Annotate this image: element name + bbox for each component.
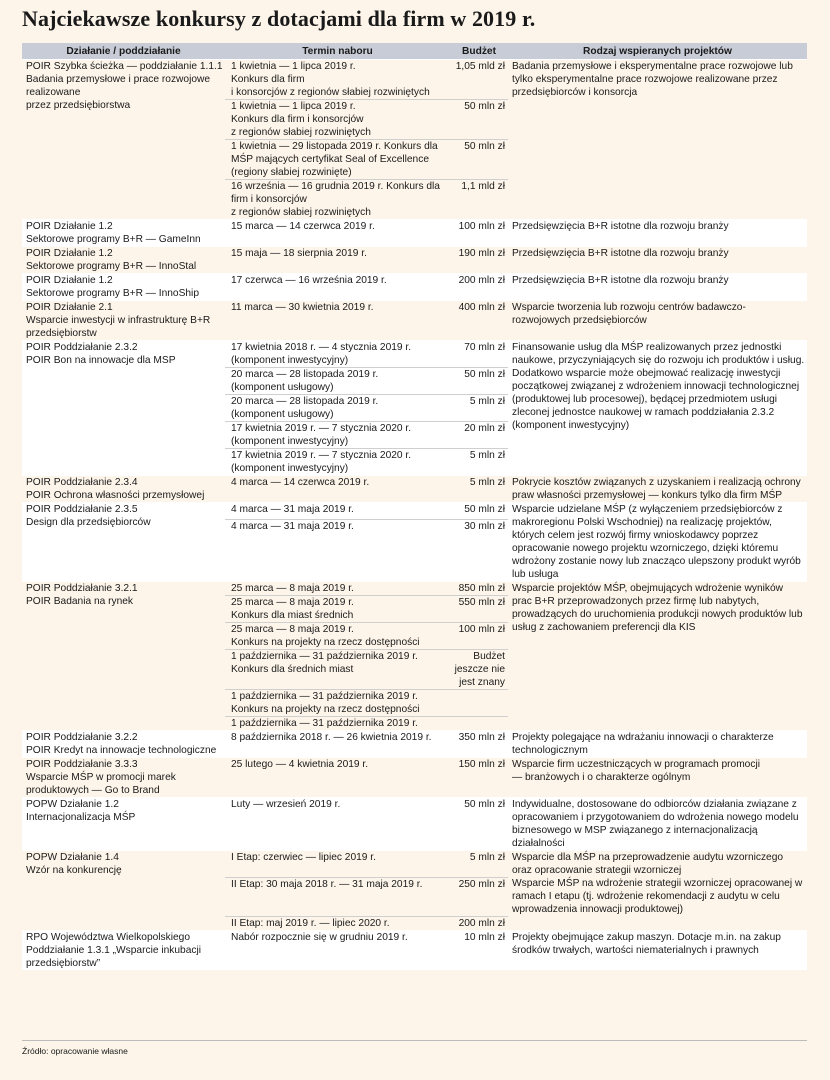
project-type-cell: Przedsięwzięcia B+R istotne dla rozwoju branży: [508, 247, 807, 274]
budget-cell: 350 mln zł: [450, 731, 508, 758]
term-cell: 25 lutego — 4 kwietnia 2019 r.: [225, 758, 450, 798]
project-type-cell: Wsparcie firm uczestniczących w programach promocji — branżowych i o charakterze ogólnym: [508, 758, 807, 798]
project-type-cell: Wsparcie MŚP na wdrożenie strategii wzorniczej opracowanej w ramach I etapu (tj. wdrożenie rekomendacji z audytu w celu wprowadzenia innowacji produktowej): [512, 878, 803, 915]
table-row: [22, 930, 807, 970]
program-name-cell: POIR Poddziałanie 2.3.4 POIR Ochrona własności przemysłowej: [22, 476, 225, 503]
table-row: [22, 758, 807, 798]
budget-cell: 150 mln zł: [450, 758, 508, 798]
table-body: [22, 60, 807, 970]
term-cell: 25 marca — 8 maja 2019 r.: [225, 582, 450, 596]
term-cell: 1 października — 31 października 2019 r. Konkurs dla średnich miast: [225, 650, 450, 690]
budget-cell: 5 mln zł: [450, 449, 508, 476]
program-name-cell: POIR Działanie 1.2 Sektorowe programy B+R — GameInn: [22, 220, 225, 247]
budget-cell: [450, 690, 508, 717]
table-row: [22, 341, 807, 368]
grants-table: [22, 43, 807, 970]
budget-cell: 100 mln zł: [450, 623, 508, 650]
program-name-cell: POPW Działanie 1.4 Wzór na konkurencję: [22, 851, 225, 931]
project-type-cell: Projekty obejmujące zakup maszyn. Dotacje m.in. na zakup środków trwałych, wartości niematerialnych i prawnych: [508, 930, 807, 970]
budget-cell: 1,1 mld zł: [450, 180, 508, 220]
table-row: [22, 274, 807, 301]
term-cell: 25 marca — 8 maja 2019 r. Konkurs dla miast średnich: [225, 596, 450, 623]
budget-cell: 200 mln zł: [450, 274, 508, 301]
program-name-cell: POIR Działanie 1.2 Sektorowe programy B+R — InnoStal: [22, 247, 225, 274]
term-cell: 17 kwietnia 2018 r. — 4 stycznia 2019 r. (komponent inwestycyjny): [225, 341, 450, 368]
program-name-cell: POIR Poddziałanie 3.3.3 Wsparcie MŚP w promocji marek produktowych — Go to Brand: [22, 758, 225, 798]
table-row: [22, 60, 807, 100]
budget-cell: 100 mln zł: [450, 220, 508, 247]
term-cell: Luty — wrzesień 2019 r.: [225, 798, 450, 851]
project-type-cell: Wsparcie projektów MŚP, obejmujących wdrożenie wyników prac B+R przeprowadzonych przez firmę lub nabytych, prowadzących do uruchomienia produkcji nowych produktów lub usług z zachowaniem preferencji dla KIS: [508, 582, 807, 731]
budget-cell: 5 mln zł: [450, 476, 508, 503]
budget-cell: 30 mln zł: [450, 519, 508, 582]
budget-cell: 50 mln zł: [450, 100, 508, 140]
table-row: [22, 503, 807, 520]
project-type-cell: Pokrycie kosztów związanych z uzyskaniem i realizacją ochrony praw własności przemysłowej — konkurs tylko dla firm MŚP: [508, 476, 807, 503]
term-cell: II Etap: maj 2019 r. — lipiec 2020 r.: [225, 916, 450, 930]
table-row: [22, 220, 807, 247]
column-header-project-type: Rodzaj wspieranych projektów: [508, 43, 807, 60]
term-cell: 20 marca — 28 listopada 2019 r. (komponent usługowy): [225, 395, 450, 422]
term-cell: 1 kwietnia — 29 listopada 2019 r. Konkurs dla MŚP mających certyfikat Seal of Excellence (regiony słabiej rozwinięte): [225, 140, 450, 180]
term-cell: 15 maja — 18 sierpnia 2019 r.: [225, 247, 450, 274]
program-name-cell: POIR Szybka ścieżka — poddziałanie 1.1.1 Badania przemysłowe i prace rozwojowe realizowane przez przedsiębiorstwa: [22, 60, 225, 220]
budget-cell: 200 mln zł: [450, 916, 508, 930]
project-type-cell: Indywidualne, dostosowane do odbiorców działania związane z opracowaniem i przygotowaniem do wdrożenia nowego modelu biznesowego w MSP związanego z internacjonalizacją działalności: [508, 798, 807, 851]
term-cell: 1 października — 31 października 2019 r. Konkurs na projekty na rzecz dostępności: [225, 690, 450, 717]
budget-cell: 10 mln zł: [450, 930, 508, 970]
footer-rule: [22, 1040, 807, 1041]
term-cell: 17 kwietnia 2019 r. — 7 stycznia 2020 r. (komponent inwestycyjny): [225, 449, 450, 476]
term-cell: 20 marca — 28 listopada 2019 r. (komponent usługowy): [225, 368, 450, 395]
table-row: [22, 731, 807, 758]
project-type-cell: Wsparcie dla MŚP na przeprowadzenie audytu wzorniczego oraz opracowanie strategii wzorniczej: [508, 851, 807, 878]
project-type-cell: [508, 916, 807, 930]
term-cell: 25 marca — 8 maja 2019 r. Konkurs na projekty na rzecz dostępności: [225, 623, 450, 650]
table-row: [22, 851, 807, 878]
program-name-cell: POIR Poddziałanie 2.3.2 POIR Bon na innowacje dla MSP: [22, 341, 225, 476]
budget-cell: 50 mln zł: [450, 368, 508, 395]
budget-cell: 50 mln zł: [450, 798, 508, 851]
budget-cell: 850 mln zł: [450, 582, 508, 596]
budget-cell: 70 mln zł: [450, 341, 508, 368]
program-name-cell: RPO Województwa Wielkopolskiego Poddziałanie 1.3.1 „Wsparcie inkubacji przedsiębiorstw”: [22, 930, 225, 970]
term-cell: 16 września — 16 grudnia 2019 r. Konkurs dla firm i konsorcjów z regionów słabiej rozwiniętych: [225, 180, 450, 220]
table-row: [22, 476, 807, 503]
table-row: [22, 247, 807, 274]
column-header-budget: Budżet: [450, 43, 508, 60]
project-type-cell: Finansowanie usług dla MŚP realizowanych przez jednostki naukowe, przyczyniających się do rozwoju ich produktów i usług. Dodatkowo wsparcie może obejmować realizację inwestycji początkowej związanej z wdrożeniem innowacji technologicznej (produktowej lub procesowej), będącej przedmiotem usługi zleconej jednostce naukowej w ramach poddziałania 2.3.2 (komponent inwestycyjny): [508, 341, 807, 476]
program-name-cell: POIR Działanie 2.1 Wsparcie inwestycji w infrastrukturę B+R przedsiębiorstw: [22, 301, 225, 341]
budget-cell: 5 mln zł: [450, 395, 508, 422]
budget-cell: 50 mln zł: [450, 140, 508, 180]
program-name-cell: POPW Działanie 1.2 Internacjonalizacja MŚP: [22, 798, 225, 851]
term-cell: 17 kwietnia 2019 r. — 7 stycznia 2020 r. (komponent inwestycyjny): [225, 422, 450, 449]
program-name-cell: POIR Poddziałanie 2.3.5 Design dla przedsiębiorców: [22, 503, 225, 582]
budget-cell: 1,05 mld zł: [450, 60, 508, 100]
budget-cell: 5 mln zł: [450, 851, 508, 878]
column-header-action: Działanie / poddziałanie: [22, 43, 225, 60]
term-cell: 17 czerwca — 16 września 2019 r.: [225, 274, 450, 301]
budget-cell: 550 mln zł: [450, 596, 508, 623]
program-name-cell: POIR Poddziałanie 3.2.2 POIR Kredyt na innowacje technologiczne: [22, 731, 225, 758]
table-row: [22, 301, 807, 341]
project-type-cell: Wsparcie udzielane MŚP (z wyłączeniem przedsiębiorców z makroregionu Polski Wschodniej) na realizację projektów, których celem jest rozwój firmy wnioskodawcy poprzez opracowanie nowego projektu wzorniczego, dzięki któremu wdrożony zostanie nowy lub znacząco ulepszony produkt wyrób lub usługa: [508, 503, 807, 582]
budget-cell: 20 mln zł: [450, 422, 508, 449]
term-cell: Nabór rozpocznie się w grudniu 2019 r.: [225, 930, 450, 970]
program-name-cell: POIR Działanie 1.2 Sektorowe programy B+R — InnoShip: [22, 274, 225, 301]
table-row: [22, 798, 807, 851]
term-cell: 4 marca — 31 maja 2019 r.: [225, 519, 450, 582]
budget-cell: 250 mln zł: [450, 877, 508, 916]
term-cell: 11 marca — 30 kwietnia 2019 r.: [225, 301, 450, 341]
term-cell: I Etap: czerwiec — lipiec 2019 r.: [225, 851, 450, 878]
budget-cell: 50 mln zł: [450, 503, 508, 520]
program-name-cell: POIR Poddziałanie 3.2.1 POIR Badania na rynek: [22, 582, 225, 731]
term-cell: 15 marca — 14 czerwca 2019 r.: [225, 220, 450, 247]
term-cell: 4 marca — 31 maja 2019 r.: [225, 503, 450, 520]
budget-cell: 190 mln zł: [450, 247, 508, 274]
project-type-cell: Wsparcie tworzenia lub rozwoju centrów badawczo- rozwojowych przedsiębiorców: [508, 301, 807, 341]
source-note: Źródło: opracowanie własne: [22, 1046, 128, 1056]
table-row: [22, 582, 807, 596]
term-cell: 4 marca — 14 czerwca 2019 r.: [225, 476, 450, 503]
page-title: Najciekawsze konkursy z dotacjami dla firm w 2019 r.: [22, 6, 536, 31]
column-header-term: Termin naboru: [225, 43, 450, 60]
term-cell: 1 kwietnia — 1 lipca 2019 r. Konkurs dla firm i konsorcjów z regionów słabiej rozwiniętych: [225, 100, 450, 140]
term-cell: 1 kwietnia — 1 lipca 2019 r. Konkurs dla firm i konsorcjów z regionów słabiej rozwiniętych: [225, 60, 450, 100]
budget-cell: Budżet jeszcze nie jest znany: [450, 650, 508, 690]
project-type-cell: Przedsięwzięcia B+R istotne dla rozwoju branży: [508, 274, 807, 301]
term-cell: 1 października — 31 października 2019 r.: [225, 717, 450, 731]
budget-cell: [450, 717, 508, 731]
project-type-cell: Badania przemysłowe i eksperymentalne prace rozwojowe lub tylko eksperymentalne prace rozwojowe realizowane przez przedsiębiorców i konsorcja: [508, 60, 807, 220]
term-cell: II Etap: 30 maja 2018 r. — 31 maja 2019 r.: [225, 877, 450, 916]
project-type-cell: Przedsięwzięcia B+R istotne dla rozwoju branży: [508, 220, 807, 247]
project-type-cell: Projekty polegające na wdrażaniu innowacji o charakterze technologicznym: [508, 731, 807, 758]
table-header-row: [22, 43, 807, 60]
term-cell: 8 października 2018 r. — 26 kwietnia 2019 r.: [225, 731, 450, 758]
budget-cell: 400 mln zł: [450, 301, 508, 341]
